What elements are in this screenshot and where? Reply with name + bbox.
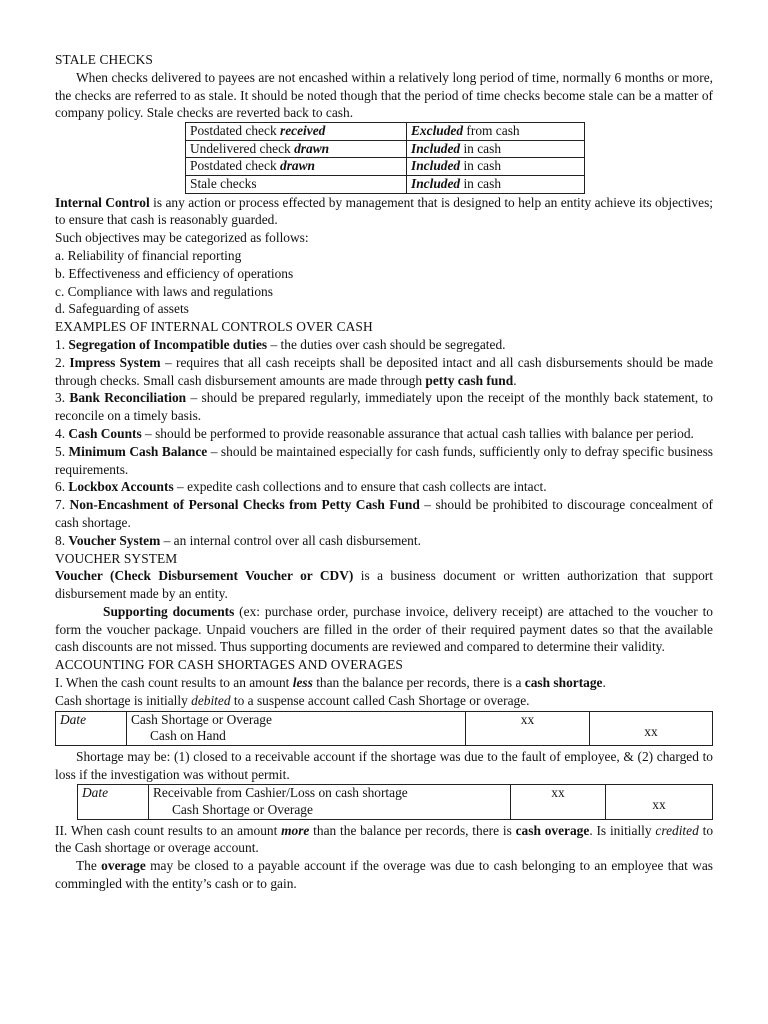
journal-entry-shortage [55,711,713,746]
stale-checks-heading: STALE CHECKS [55,52,153,67]
overage-paragraph: II. When cash count results to an amount more than the balance per records, there is cash overage. Is initially credited to the Cash shortage or overage account. [55,822,714,856]
supporting-documents-paragraph: Supporting documents (ex: purchase order, purchase invoice, delivery receipt) are attached to the voucher to form the voucher package. Unpaid vouchers are filled in the order of their required payment dates so that the available cash discounts are not missed. Thus supporting documents are reviewed and compared to determine their validity. [55,603,713,655]
stale-checks-paragraph: When checks delivered to payees are not encashed within a relatively long period of time, normally 6 months or more, the checks are referred to as stale. It should be noted though that the period of time checks become stale can be a matter of company policy. Stale checks are reverted back to cash. [55,69,713,121]
accounting-heading: ACCOUNTING FOR CASH SHORTAGES AND OVERAGES [55,657,403,673]
shortage-paragraph: I. When the cash count results to an amount less than the balance per records, there is a cash shortage. [55,675,606,691]
list-item: 8. Voucher System – an internal control over all cash disbursement. [55,532,421,548]
list-item: 6. Lockbox Accounts – expedite cash collections and to ensure that cash collects are intact. [55,479,547,495]
table-row: Postdated check drawn Included in cash [186,158,585,176]
list-item: 2. Impress System – requires that all cash receipts shall be deposited intact and all cash disbursements should be made through checks. Small cash disbursement amounts are made through petty cash fund. [55,354,714,388]
shortage-debit-paragraph: Cash shortage is initially debited to a suspense account called Cash Shortage or overage. [55,692,530,708]
list-item: 3. Bank Reconciliation – should be prepared regularly, immediately upon the receipt of the monthly back statement, to reconcile on a timely basis. [55,390,713,424]
table-row: Undelivered check drawn Included in cash [186,140,585,158]
voucher-definition: Voucher (Check Disbursement Voucher or CDV) is a business document or written authorization that support disbursement made by an entity. [55,568,713,602]
stale-checks-table [185,122,585,193]
objectives-intro: Such objectives may be categorized as follows: [55,230,309,246]
list-item: 5. Minimum Cash Balance – should be maintained especially for cash funds, sufficiently only to defray specific business requirements. [55,443,713,477]
list-item: b. Effectiveness and efficiency of operations [55,265,294,281]
list-item: c. Compliance with laws and regulations [55,283,273,299]
overage-closing-paragraph: The overage may be closed to a payable account if the overage was due to cash belonging to an employee that was commingled with the entity’s cash or to gain. [55,858,713,892]
shortage-closing-paragraph: Shortage may be: (1) closed to a receivable account if the shortage was due to the fault of employee, & (2) charged to loss if the investigation was without permit. [55,748,713,782]
internal-control-definition: Internal Control is any action or process effected by management that is designed to help an entity achieve its objectives; to ensure that cash is reasonably guarded. [55,194,714,228]
table-row: Date Cash Shortage or Overage Cash on Hand xx xx [56,711,713,745]
list-item: d. Safeguarding of assets [55,301,189,317]
list-item: a. Reliability of financial reporting [55,247,242,263]
examples-heading: EXAMPLES OF INTERNAL CONTROLS OVER CASH [55,319,373,335]
journal-entry-receivable [77,784,713,819]
voucher-heading: VOUCHER SYSTEM [55,550,178,566]
table-row: Date Receivable from Cashier/Loss on cash shortage Cash Shortage or Overage xx xx [78,785,713,819]
list-item: 7. Non-Encashment of Personal Checks from Petty Cash Fund – should be prohibited to discourage concealment of cash shortage. [55,497,713,530]
table-row: Postdated check received Excluded from cash [186,123,585,141]
list-item: 1. Segregation of Incompatible duties – the duties over cash should be segregated. [55,336,506,352]
list-item: 4. Cash Counts – should be performed to provide reasonable assurance that actual cash tallies with balance per period. [55,425,694,441]
table-row: Stale checks Included in cash [186,175,585,193]
document-page [55,51,713,893]
